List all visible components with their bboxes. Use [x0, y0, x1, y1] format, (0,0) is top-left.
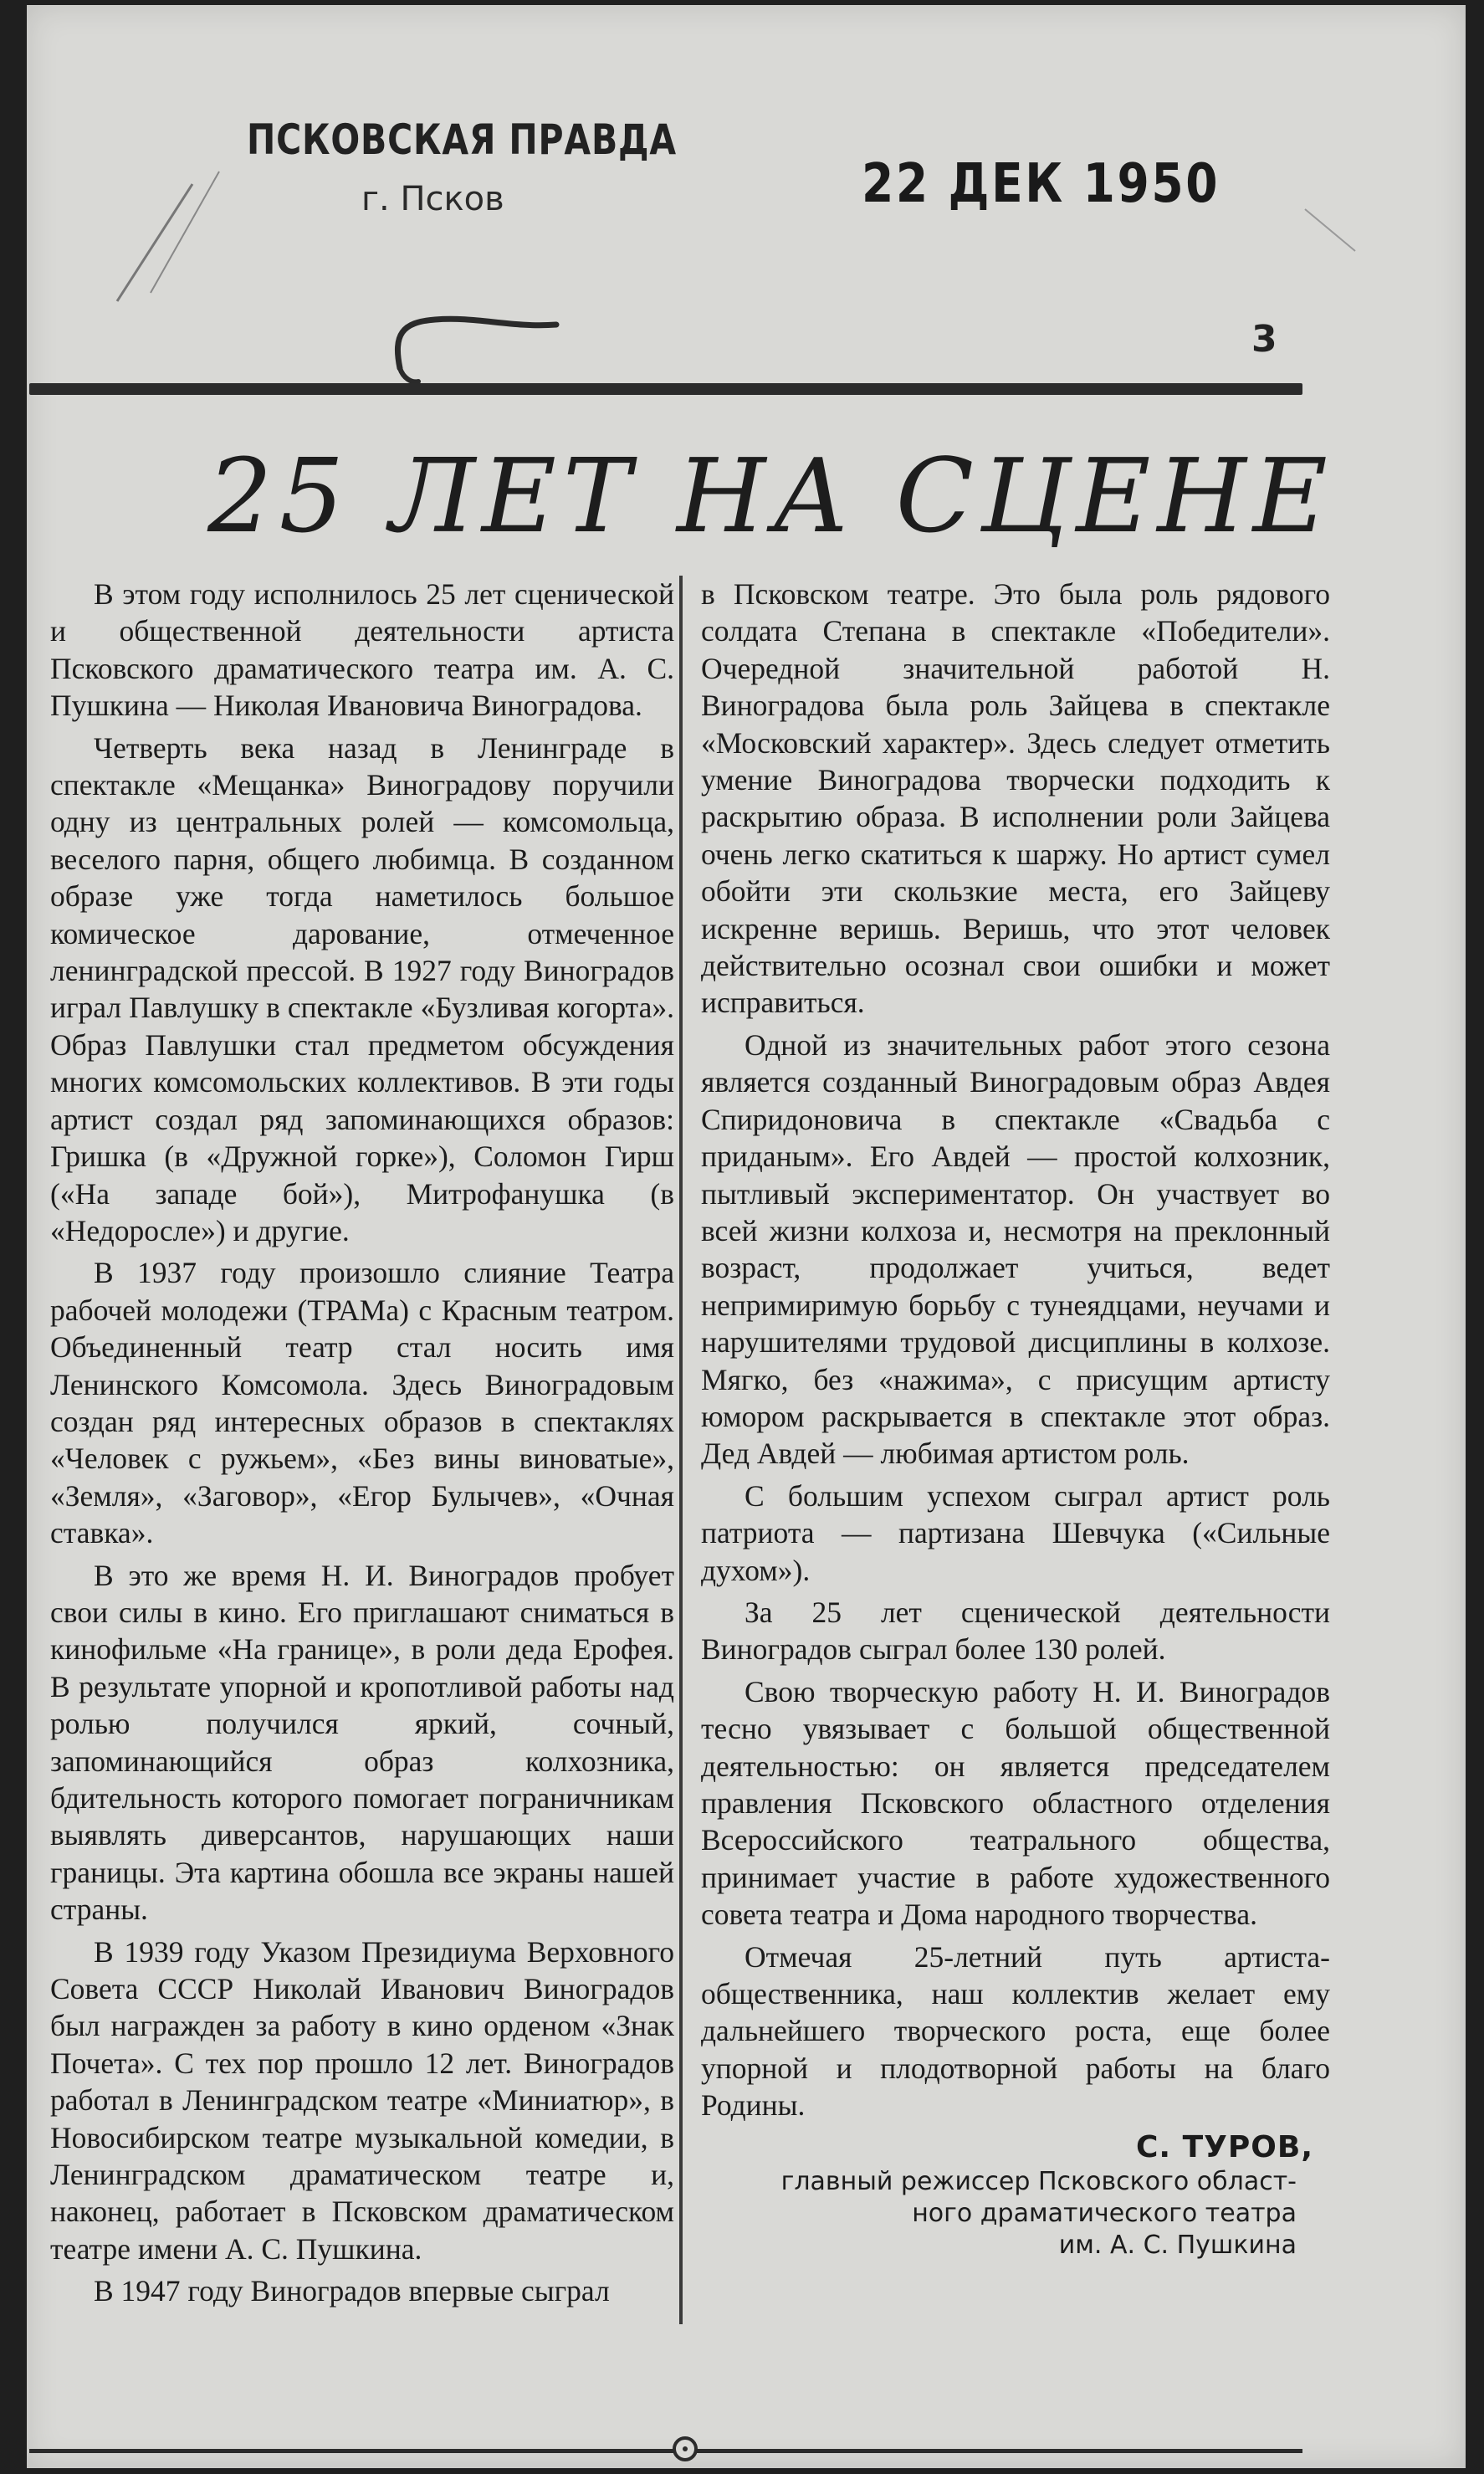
- article-column-left: [50, 576, 674, 2315]
- column-divider: [679, 576, 683, 2324]
- paragraph: В этом году исполнилось 25 лет сценической и общественной деятельности артиста Псковского драматического театра им. А. С. Пушкина — Николая Ивановича Виноградова.: [50, 577, 674, 723]
- paragraph: В 1937 году произошло слияние Театра рабочей молодежи (ТРАМа) с Красным театром. Объединенный театр стал носить имя Ленинского Комсомола. Здесь Виноградовым создан ряд интересных образов в спектаклях «Человек с ружьем», «Без вины виноватые», «Земля», «Заговор», «Егор Булычев», «Очная ставка».: [50, 1256, 674, 1550]
- paragraph: Одной из значительных работ этого сезона является созданный Виноградовым образ Авдея Спиридоновича в спектакле «Свадьба с приданым». Его Авдей — простой колхозник, пытливый экспериментатор. Он участвует во всей жизни колхоза и, несмотря на преклонный возраст, продолжает учиться, ведет непримиримую борьбу с тунеядцами, неучами и нарушителями трудовой дисциплины в колхозе. Мягко, без «нажима», с присущим артисту юмором раскрывается в спектакле этот образ. Дед Авдей — любимая артистом роль.: [701, 1027, 1330, 1471]
- author-name: С. ТУРОВ,: [1135, 2129, 1313, 2164]
- paragraph: Свою творческую работу Н. И. Виноградов тесно увязывает с большой общественной деятельностью: он является председателем правления Псковского областного отделения Всероссийского театрального общества, принимает участие в работе художественного совета театра и Дома народного творчества.: [701, 1674, 1330, 1932]
- date-stamp: 22 ДЕК 1950: [862, 153, 1220, 215]
- paragraph: В 1947 году Виноградов впервые сыграл: [94, 2274, 610, 2308]
- newspaper-stamp-city: г. Псков: [361, 180, 504, 218]
- author-title-line: им. А. С. Пушкина: [1058, 2231, 1297, 2261]
- author-title-line: ного драматического театра: [912, 2199, 1297, 2229]
- paragraph: Четверть века назад в Ленинграде в спектакле «Мещанка» Виноградову поручили одну из центральных ролей — комсомольца, веселого парня, общего любимца. В созданном образе уже тогда наметилось большое комическое дарование, отмеченное ленинградской прессой. В 1927 году Виноградов играл Павлушку в спектакле «Бузливая когорта». Образ Павлушки стал предметом обсуждения многих комсомольских коллективов. В эти годы артист создал ряд запоминающихся образов: Гришка (в «Дружной горке»), Соломон Гирш («На западе бой»), Митрофанушка (в «Недоросле») и другие.: [50, 730, 674, 1247]
- page-number: 3: [1251, 318, 1277, 361]
- bottom-divider: [29, 2449, 1302, 2453]
- newspaper-stamp-name: ПСКОВСКАЯ ПРАВДА: [247, 115, 677, 164]
- article-column-right: [701, 576, 1330, 2261]
- paragraph: За 25 лет сценической деятельности Виноградов сыграл более 130 ролей.: [701, 1595, 1330, 1667]
- author-signature: [701, 2129, 1330, 2261]
- article-headline: 25 ЛЕТ НА СЦЕНЕ: [207, 437, 1334, 556]
- ornament-icon: [673, 2436, 698, 2461]
- paragraph: В это же время Н. И. Виноградов пробует свои силы в кино. Его приглашают сниматься в кинофильме «На границе», в роли деда Ерофея. В результате упорной и кропотливой работы над ролью получился яркий, сочный, запоминающийся образ колхозника, бдительность которого помогает пограничникам выявлять диверсантов, нарушающих наши границы. Эта картина обошла все экраны нашей страны.: [50, 1558, 674, 1927]
- paragraph: В 1939 году Указом Президиума Верховного Совета СССР Николай Иванович Виноградов был награжден за работу в кино орденом «Знак Почета». С тех пор прошло 12 лет. Виноградов работал в Ленинградском театре «Миниатюр», в Новосибирском театре музыкальной комедии, в Ленинградском драматическом театре и, наконец, работает в Псковском драматическом театре имени А. С. Пушкина.: [50, 1934, 674, 2266]
- paragraph-continued: в Псковском театре. Это была роль рядового солдата Степана в спектакле «Победители». Очередной значительной работой Н. Виноградова была роль Зайцева в спектакле «Московский характер». Здесь следует отметить умение Виноградова творчески подходить к раскрытию образа. В исполнении роли Зайцева очень легко скатиться к шаржу. Но артист сумел обойти эти скользкие места, его Зайцеву искренне веришь. Веришь, что этот человек действительно осознал свои ошибки и может исправиться.: [701, 577, 1330, 1020]
- paragraph: Отмечая 25-летний путь артиста-общественника, наш коллектив желает ему дальнейшего творческого роста, еще более упорной и плодотворной работы на благо Родины.: [701, 1939, 1330, 2123]
- author-title-line: главный режиссер Псковского област-: [780, 2167, 1297, 2197]
- top-divider: [29, 383, 1302, 395]
- paragraph: С большим успехом сыграл артист роль патриота — партизана Шевчука («Сильные духом»).: [701, 1478, 1330, 1587]
